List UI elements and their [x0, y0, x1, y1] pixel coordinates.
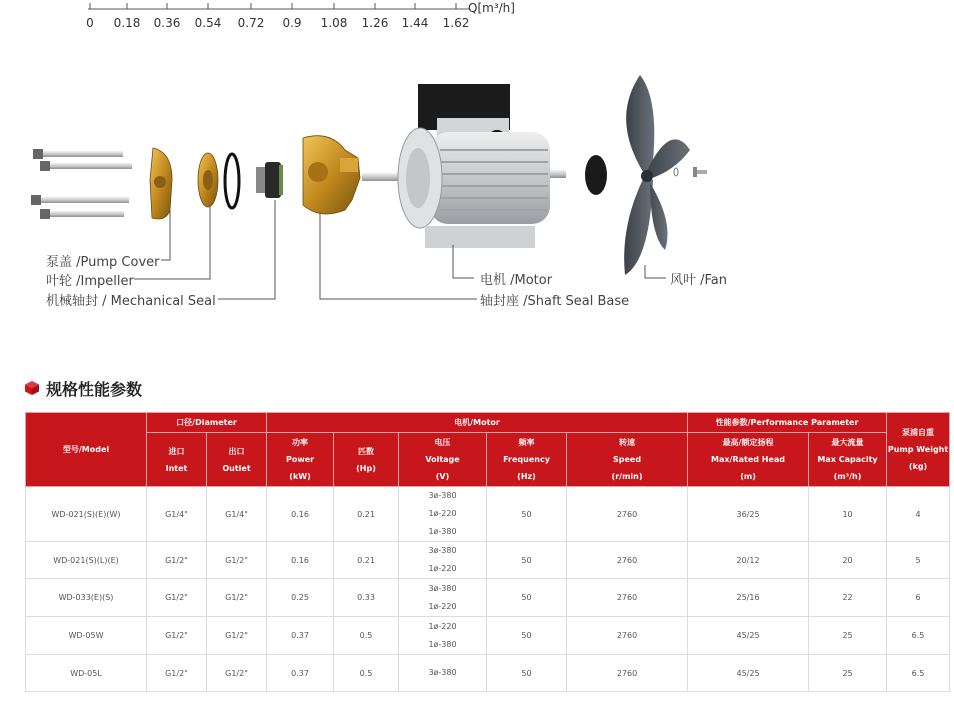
- table-row: [26, 617, 950, 655]
- cell-speed: 2760: [567, 655, 688, 692]
- cell-capacity: 25: [809, 617, 887, 655]
- bolt-set: [31, 149, 132, 219]
- cell-voltage: [399, 487, 487, 542]
- axis-tick-label: 1.26: [361, 16, 389, 30]
- cell-voltage: [399, 579, 487, 617]
- cell-inlet: G1/2": [147, 542, 207, 579]
- header-row-columns: [26, 433, 950, 487]
- header-inlet: 进口 Intet: [147, 433, 207, 487]
- cell-head: 45/25: [688, 617, 809, 655]
- cell-outlet: G1/2": [207, 579, 267, 617]
- cell-capacity: 25: [809, 655, 887, 692]
- cell-hp: 0.5: [334, 617, 399, 655]
- cell-outlet: G1/2": [207, 617, 267, 655]
- leader-lines: [134, 200, 666, 299]
- cell-inlet: G1/4": [147, 487, 207, 542]
- cell-weight: 5: [887, 542, 950, 579]
- cell-model: WD-05W: [26, 617, 147, 655]
- cell-power: 0.16: [267, 542, 334, 579]
- cell-capacity: 22: [809, 579, 887, 617]
- cell-model: WD-05L: [26, 655, 147, 692]
- cell-hp: 0.5: [334, 655, 399, 692]
- axis-tick-label: 1.44: [401, 16, 429, 30]
- cell-speed: 2760: [567, 542, 688, 579]
- cell-inlet: G1/2": [147, 655, 207, 692]
- cell-freq: 50: [487, 655, 567, 692]
- exploded-pump-diagram: [0, 60, 954, 320]
- label-pump-cover: 泵盖 /Pump Cover: [46, 255, 160, 270]
- cell-head: 36/25: [688, 487, 809, 542]
- cell-model: WD-021(S)(E)(W): [26, 487, 147, 542]
- table-row: [26, 579, 950, 617]
- pump-cover: [150, 148, 172, 219]
- cell-model: WD-021(S)(L)(E): [26, 542, 147, 579]
- fan-hub: [585, 155, 607, 195]
- label-impeller: 叶轮 /Impeller: [46, 274, 134, 289]
- spec-table: [25, 412, 950, 692]
- cell-outlet: G1/2": [207, 655, 267, 692]
- cell-speed: 2760: [567, 579, 688, 617]
- cell-weight: 6.5: [887, 617, 950, 655]
- cell-freq: 50: [487, 542, 567, 579]
- axis-tick-label: 0.9: [282, 16, 302, 30]
- header-model: 型号/Model: [26, 413, 147, 487]
- table-row: [26, 487, 950, 542]
- header-performance: 性能参数/Performance Parameter: [688, 413, 887, 433]
- cell-weight: 6.5: [887, 655, 950, 692]
- header-diameter: 口径/Diameter: [147, 413, 267, 433]
- voltage-value: 1ø-220: [428, 601, 457, 611]
- cell-weight: 6: [887, 579, 950, 617]
- voltage-value: 1ø-380: [428, 527, 457, 536]
- table-row: [26, 655, 950, 692]
- cell-freq: 50: [487, 487, 567, 542]
- cell-capacity: 20: [809, 542, 887, 579]
- mechanical-seal: [256, 162, 283, 198]
- cell-power: 0.37: [267, 617, 334, 655]
- axis-tick-label: 0.54: [194, 16, 222, 30]
- cell-hp: 0.21: [334, 542, 399, 579]
- impeller: [198, 153, 218, 207]
- header-weight: 泵浦自重 Pump Weight (kg): [887, 413, 950, 487]
- label-shaft-seal-base: 轴封座 /Shaft Seal Base: [480, 294, 630, 309]
- axis-tick-label: 0.72: [237, 16, 265, 30]
- voltage-value: 1ø-220: [428, 621, 457, 631]
- cell-capacity: 10: [809, 487, 887, 542]
- cell-hp: 0.33: [334, 579, 399, 617]
- header-speed: 转速 Speed (r/min): [567, 433, 688, 487]
- table-row: [26, 542, 950, 579]
- label-fan: 风叶 /Fan: [670, 273, 728, 288]
- cell-power: 0.25: [267, 579, 334, 617]
- cell-head: 25/16: [688, 579, 809, 617]
- voltage-value: 3ø-380: [428, 583, 457, 593]
- cell-outlet: G1/4": [207, 487, 267, 542]
- fan: [624, 75, 690, 275]
- voltage-value: 3ø-380: [428, 668, 457, 677]
- cell-model: WD-033(E)(S): [26, 579, 147, 617]
- cell-hp: 0.21: [334, 487, 399, 542]
- axis-tick-label: 0.18: [113, 16, 141, 30]
- motor: [398, 84, 566, 248]
- cell-voltage: [399, 617, 487, 655]
- header-capacity: 最大流量 Max Capacity (m³/h): [809, 433, 887, 487]
- cell-head: 20/12: [688, 542, 809, 579]
- axis-unit: Q[m³/h]: [468, 1, 515, 15]
- header-motor: 电机/Motor: [267, 413, 688, 433]
- cell-head: 45/25: [688, 655, 809, 692]
- cell-speed: 2760: [567, 617, 688, 655]
- section-title: 规格性能参数: [46, 380, 143, 399]
- header-frequency: 频率 Frequency (Hz): [487, 433, 567, 487]
- cell-weight: 4: [887, 487, 950, 542]
- header-voltage: 电压 Voltage (V): [399, 433, 487, 487]
- o-ring: [225, 154, 239, 208]
- axis-tick-label: 0: [86, 16, 94, 30]
- voltage-value: 3ø-380: [428, 491, 457, 500]
- axis-tick-label: 1.62: [442, 16, 470, 30]
- cell-freq: 50: [487, 617, 567, 655]
- cell-power: 0.37: [267, 655, 334, 692]
- voltage-value: 1ø-220: [428, 509, 457, 518]
- label-mechanical-seal: 机械轴封 / Mechanical Seal: [46, 294, 216, 309]
- header-poles: 匹数 (Hp): [334, 433, 399, 487]
- cell-power: 0.16: [267, 487, 334, 542]
- voltage-value: 3ø-380: [428, 546, 457, 555]
- shaft-seal-base: [303, 136, 360, 214]
- fan-screw: [693, 167, 707, 177]
- voltage-value: 1ø-380: [428, 639, 457, 649]
- cell-freq: 50: [487, 579, 567, 617]
- axis-tick-label: 1.08: [320, 16, 348, 30]
- cube-icon: [24, 380, 40, 396]
- cell-speed: 2760: [567, 487, 688, 542]
- cell-inlet: G1/2": [147, 617, 207, 655]
- cell-voltage: [399, 655, 487, 692]
- header-outlet: 出口 Outlet: [207, 433, 267, 487]
- axis-tick-label: 0.36: [153, 16, 181, 30]
- label-motor: 电机 /Motor: [480, 273, 553, 288]
- cell-voltage: [399, 542, 487, 579]
- header-head: 最高/额定扬程 Max/Rated Head (m): [688, 433, 809, 487]
- header-power: 功率 Power (kW): [267, 433, 334, 487]
- cell-inlet: G1/2": [147, 579, 207, 617]
- washer: [674, 168, 678, 176]
- header-row-groups: [26, 413, 950, 433]
- voltage-value: 1ø-220: [428, 564, 457, 573]
- cell-outlet: G1/2": [207, 542, 267, 579]
- flow-axis: [0, 0, 954, 40]
